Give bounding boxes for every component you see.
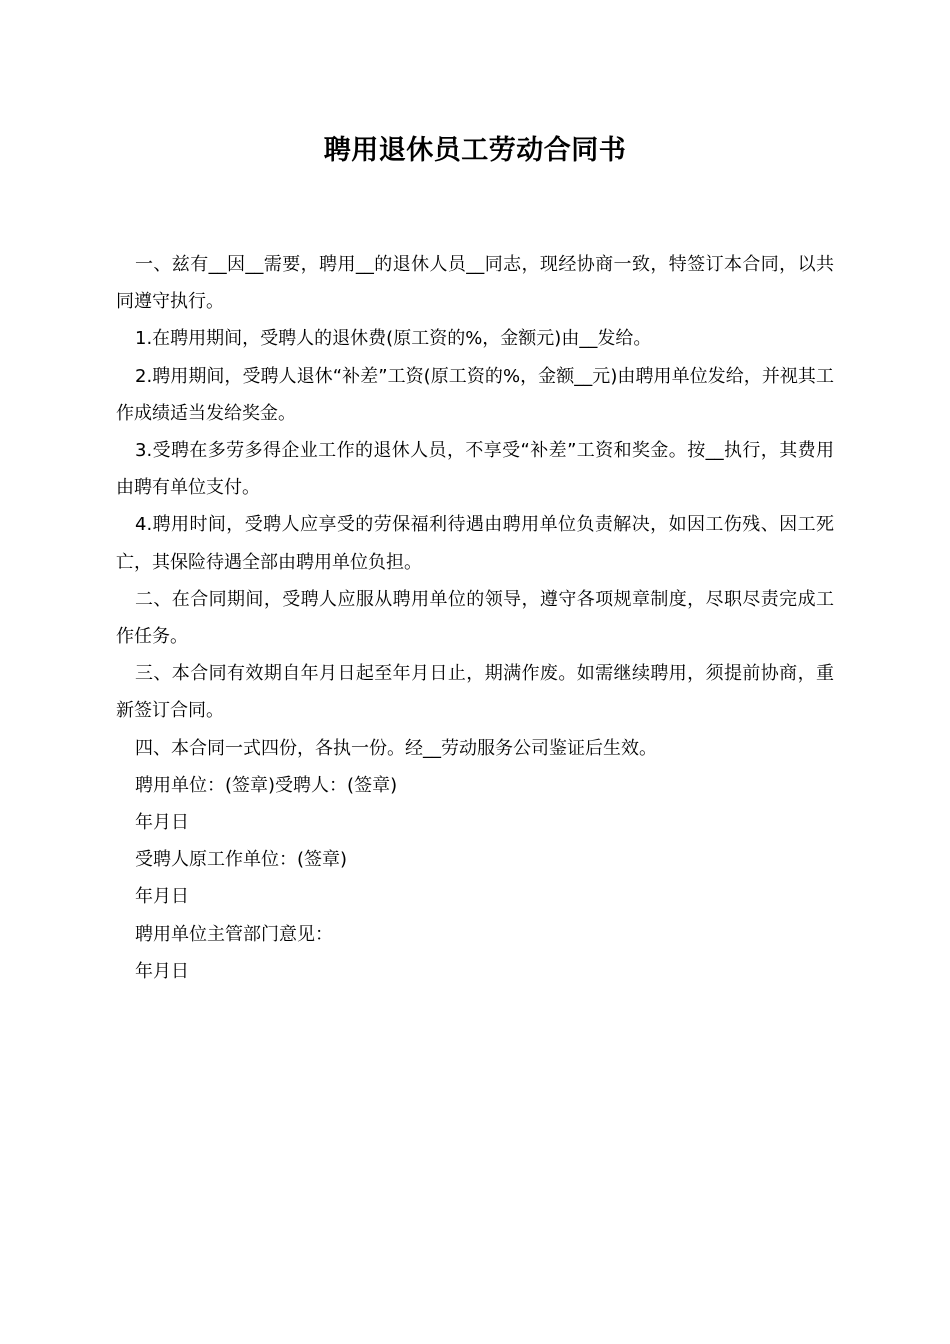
clause-2: 二、在合同期间，受聘人应服从聘用单位的领导，遵守各项规章制度，尽职尽责完成工作任务。: [116, 588, 834, 648]
clause-1-intro: 一、兹有__因__需要，聘用__的退休人员__同志，现经协商一致，特签订本合同，以共同遵守执行。: [116, 254, 834, 313]
clause-4: 四、本合同一式四份，各执一份。经__劳动服务公司鉴证后生效。: [135, 737, 657, 759]
signature-original-employer: 受聘人原工作单位：(签章): [135, 849, 348, 871]
document-body: [116, 246, 834, 990]
signature-date-1: 年月日: [135, 812, 189, 834]
clause-1-item-1: 1.在聘用期间，受聘人的退休费(原工资的%，金额元)由__发给。: [135, 328, 652, 350]
clause-1-item-4: 4.聘用时间，受聘人应享受的劳保福利待遇由聘用单位负责解决，如因工伤残、因工死亡，其保险待遇全部由聘用单位负担。: [116, 514, 834, 573]
supervisor-opinion: 聘用单位主管部门意见：: [135, 923, 333, 945]
clause-3: 三、本合同有效期自年月日起至年月日止，期满作废。如需继续聘用，须提前协商，重新签订合同。: [116, 663, 834, 722]
clause-1-item-2: 2.聘用期间，受聘人退休“补差”工资(原工资的%，金额__元)由聘用单位发给，并视其工作成绩适当发给奖金。: [116, 365, 834, 424]
clause-1-item-3: 3.受聘在多劳多得企业工作的退休人员，不享受“补差”工资和奖金。按__执行，其费用由聘有单位支付。: [116, 440, 834, 499]
signature-date-3: 年月日: [135, 960, 189, 982]
signature-employer-employee: 聘用单位：(签章)受聘人：(签章): [135, 774, 398, 796]
document-title: 聘用退休员工劳动合同书: [323, 135, 627, 166]
signature-date-2: 年月日: [135, 886, 189, 908]
